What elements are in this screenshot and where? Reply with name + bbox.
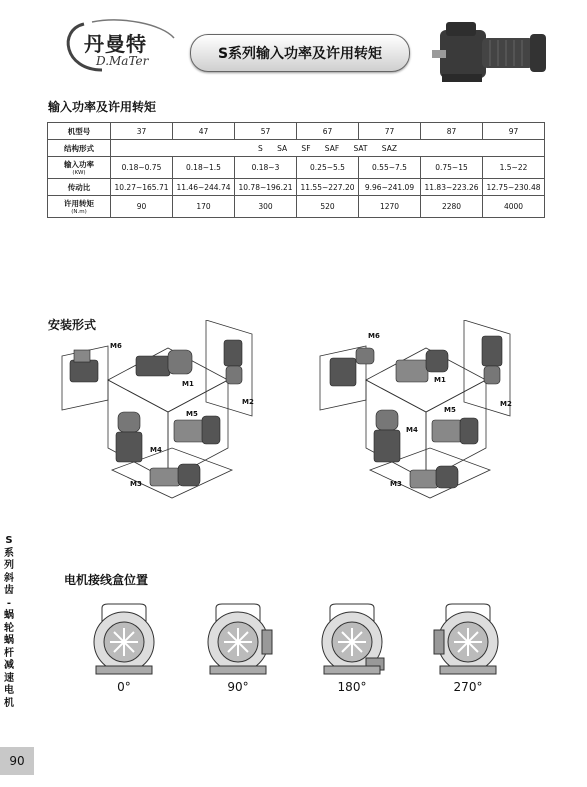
company-logo xyxy=(62,18,182,76)
table-cell: 11.55~227.20 xyxy=(297,179,359,196)
mounting-diagram-right xyxy=(314,320,534,520)
mount-label-m2: M2 xyxy=(242,398,254,406)
row-header: 传动比 xyxy=(48,179,111,196)
mount-label-m2: M2 xyxy=(500,400,512,408)
mount-label-m5: M5 xyxy=(186,410,198,418)
power-torque-table xyxy=(47,122,545,218)
row-header: 许用转矩 (N.m) xyxy=(48,196,111,218)
table-cell: 0.55~7.5 xyxy=(359,157,421,179)
table-cell: 520 xyxy=(297,196,359,218)
table-cell: 300 xyxy=(235,196,297,218)
mounting-diagram-left xyxy=(56,320,276,520)
terminal-section-heading: 电机接线盒位置 xyxy=(64,573,149,587)
mount-label-m4: M4 xyxy=(406,426,418,434)
row-header: 输入功率 (KW) xyxy=(48,157,111,179)
table-cell: 57 xyxy=(235,123,297,140)
mount-label-m5: M5 xyxy=(444,406,456,414)
table-cell: 77 xyxy=(359,123,421,140)
table-cell: 1.5~22 xyxy=(483,157,545,179)
table-row xyxy=(48,140,545,157)
row-header: 机型号 xyxy=(48,123,111,140)
page-number: 90 xyxy=(0,747,34,775)
terminal-box-0-icon xyxy=(88,600,160,680)
table-cell: 2280 xyxy=(421,196,483,218)
series-title: S系列输入功率及许用转矩 xyxy=(190,34,410,72)
table-row xyxy=(48,196,545,218)
table-cell: 97 xyxy=(483,123,545,140)
side-chapter-tab: S 系 列 斜 齿 - 蜗 轮 蜗 杆 减 速 电 机 xyxy=(4,535,14,709)
table-cell: 11.46~244.74 xyxy=(173,179,235,196)
angle-label-90: 90° xyxy=(227,680,249,694)
table-cell: 0.18~1.5 xyxy=(173,157,235,179)
gear-motor-photo xyxy=(432,10,554,88)
table-cell: 87 xyxy=(421,123,483,140)
table-cell: 67 xyxy=(297,123,359,140)
table-cell-merged: S SA SF SAF SAT SAZ xyxy=(111,140,545,157)
power-section-heading: 输入功率及许用转矩 xyxy=(48,100,157,114)
table-cell: 10.78~196.21 xyxy=(235,179,297,196)
mount-label-m4: M4 xyxy=(150,446,162,454)
table-cell: 4000 xyxy=(483,196,545,218)
table-cell: 1270 xyxy=(359,196,421,218)
table-cell: 0.18~3 xyxy=(235,157,297,179)
mount-label-m3: M3 xyxy=(390,480,402,488)
table-cell: 0.75~15 xyxy=(421,157,483,179)
table-row xyxy=(48,157,545,179)
mount-label-m3: M3 xyxy=(130,480,142,488)
table-cell: 37 xyxy=(111,123,173,140)
table-cell: 0.25~5.5 xyxy=(297,157,359,179)
table-cell: 10.27~165.71 xyxy=(111,179,173,196)
mount-label-m6: M6 xyxy=(368,332,380,340)
angle-label-180: 180° xyxy=(337,680,367,694)
table-cell: 11.83~223.26 xyxy=(421,179,483,196)
mount-label-m6: M6 xyxy=(110,342,122,350)
terminal-box-180-icon xyxy=(316,600,388,680)
mount-label-m1: M1 xyxy=(182,380,194,388)
mounting-section-heading: 安装形式 xyxy=(48,318,97,332)
angle-label-0: 0° xyxy=(117,680,131,694)
logo-chinese-text: 丹曼特 xyxy=(84,32,147,56)
table-row xyxy=(48,179,545,196)
terminal-box-270-icon xyxy=(432,600,504,680)
table-cell: 0.18~0.75 xyxy=(111,157,173,179)
row-header: 结构形式 xyxy=(48,140,111,157)
table-cell: 12.75~230.48 xyxy=(483,179,545,196)
mount-label-m1: M1 xyxy=(434,376,446,384)
angle-label-270: 270° xyxy=(453,680,483,694)
logo-english-text: D.MaTer xyxy=(96,54,149,68)
terminal-box-90-icon xyxy=(202,600,274,680)
table-cell: 47 xyxy=(173,123,235,140)
table-cell: 90 xyxy=(111,196,173,218)
table-cell: 9.96~241.09 xyxy=(359,179,421,196)
table-cell: 170 xyxy=(173,196,235,218)
table-row xyxy=(48,123,545,140)
